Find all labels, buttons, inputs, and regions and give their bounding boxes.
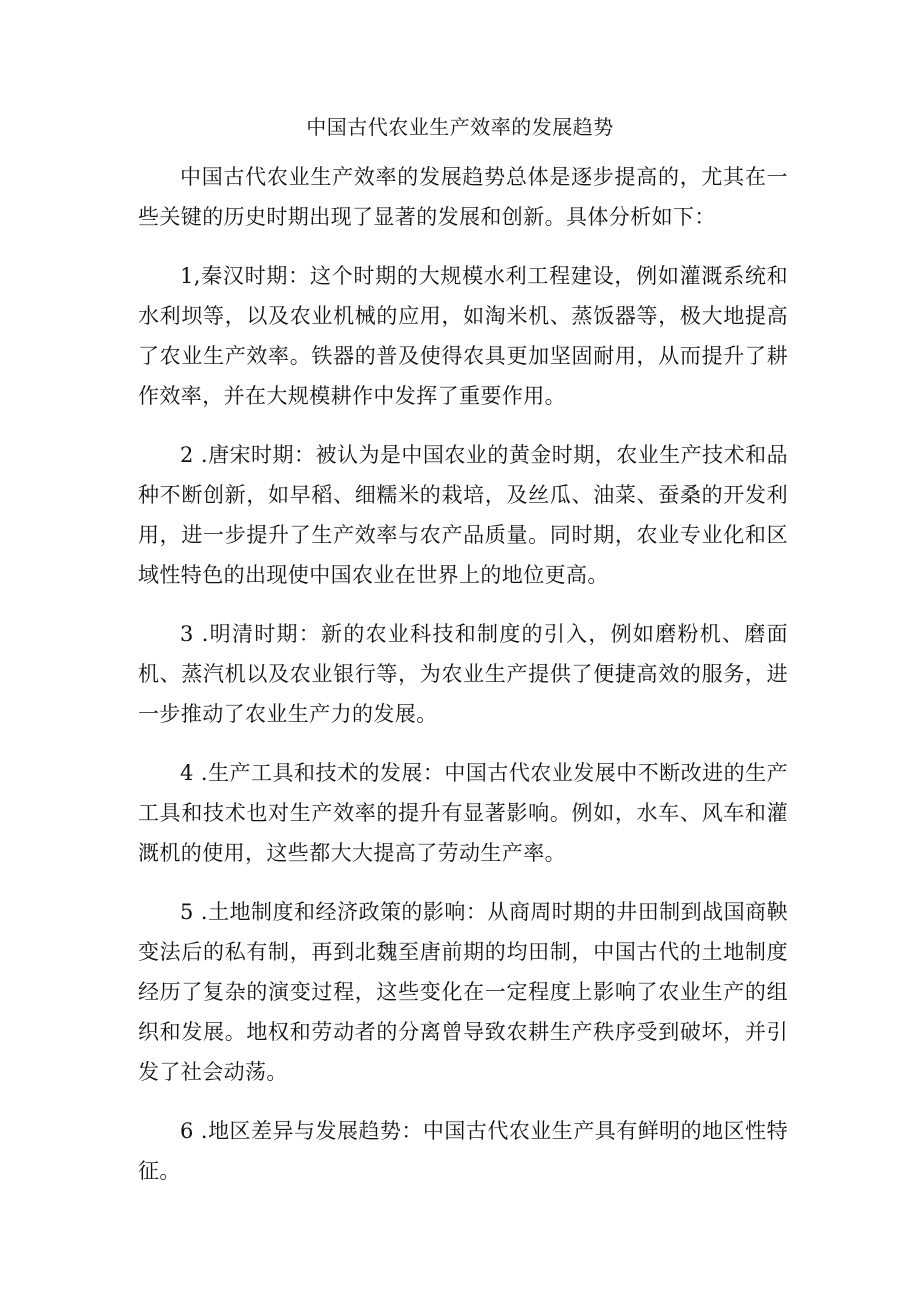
paragraph-regional-difference: 6 .地区差异与发展趋势：中国古代农业生产具有鲜明的地区性特征。 — [138, 1119, 788, 1183]
paragraph-ming-qing: 3 .明清时期：新的农业科技和制度的引入，例如磨粉机、磨面机、蒸汽机以及农业银行等，为农业生产提供了便捷高效的服务，进一步推动了农业生产力的发展。 — [138, 622, 788, 726]
paragraph-qin-han: 1,秦汉时期：这个时期的大规模水利工程建设，例如灌溉系统和水利坝等，以及农业机械的应用，如淘米机、蒸饭器等，极大地提高了农业生产效率。铁器的普及使得农具更加坚固耐用，从而提升了耕作效率，并在大规模耕作中发挥了重要作用。 — [138, 264, 788, 408]
paragraph-tools-technology: 4 .生产工具和技术的发展：中国古代农业发展中不断改进的生产工具和技术也对生产效率的提升有显著影响。例如，水车、风车和灌溉机的使用，这些都大大提高了劳动生产率。 — [138, 761, 788, 865]
paragraph-land-policy: 5 .土地制度和经济政策的影响：从商周时期的井田制到战国商鞅变法后的私有制，再到北魏至唐前期的均田制，中国古代的土地制度经历了复杂的演变过程，这些变化在一定程度上影响了农业生产的组织和发展。地权和劳动者的分离曾导致农耕生产秩序受到破坏，并引发了社会动荡。 — [138, 900, 788, 1084]
intro-paragraph: 中国古代农业生产效率的发展趋势总体是逐步提高的，尤其在一些关键的历史时期出现了显著的发展和创新。具体分析如下： — [138, 165, 788, 229]
document-body — [138, 157, 788, 1210]
document-title: 中国古代农业生产效率的发展趋势 — [306, 115, 614, 139]
paragraph-tang-song: 2 .唐宋时期：被认为是中国农业的黄金时期，农业生产技术和品种不断创新，如早稻、细糯米的栽培，及丝瓜、油菜、蚕桑的开发利用，进一步提升了生产效率与农产品质量。同时期，农业专业化和区域性特色的出现使中国农业在世界上的地位更高。 — [138, 443, 788, 587]
